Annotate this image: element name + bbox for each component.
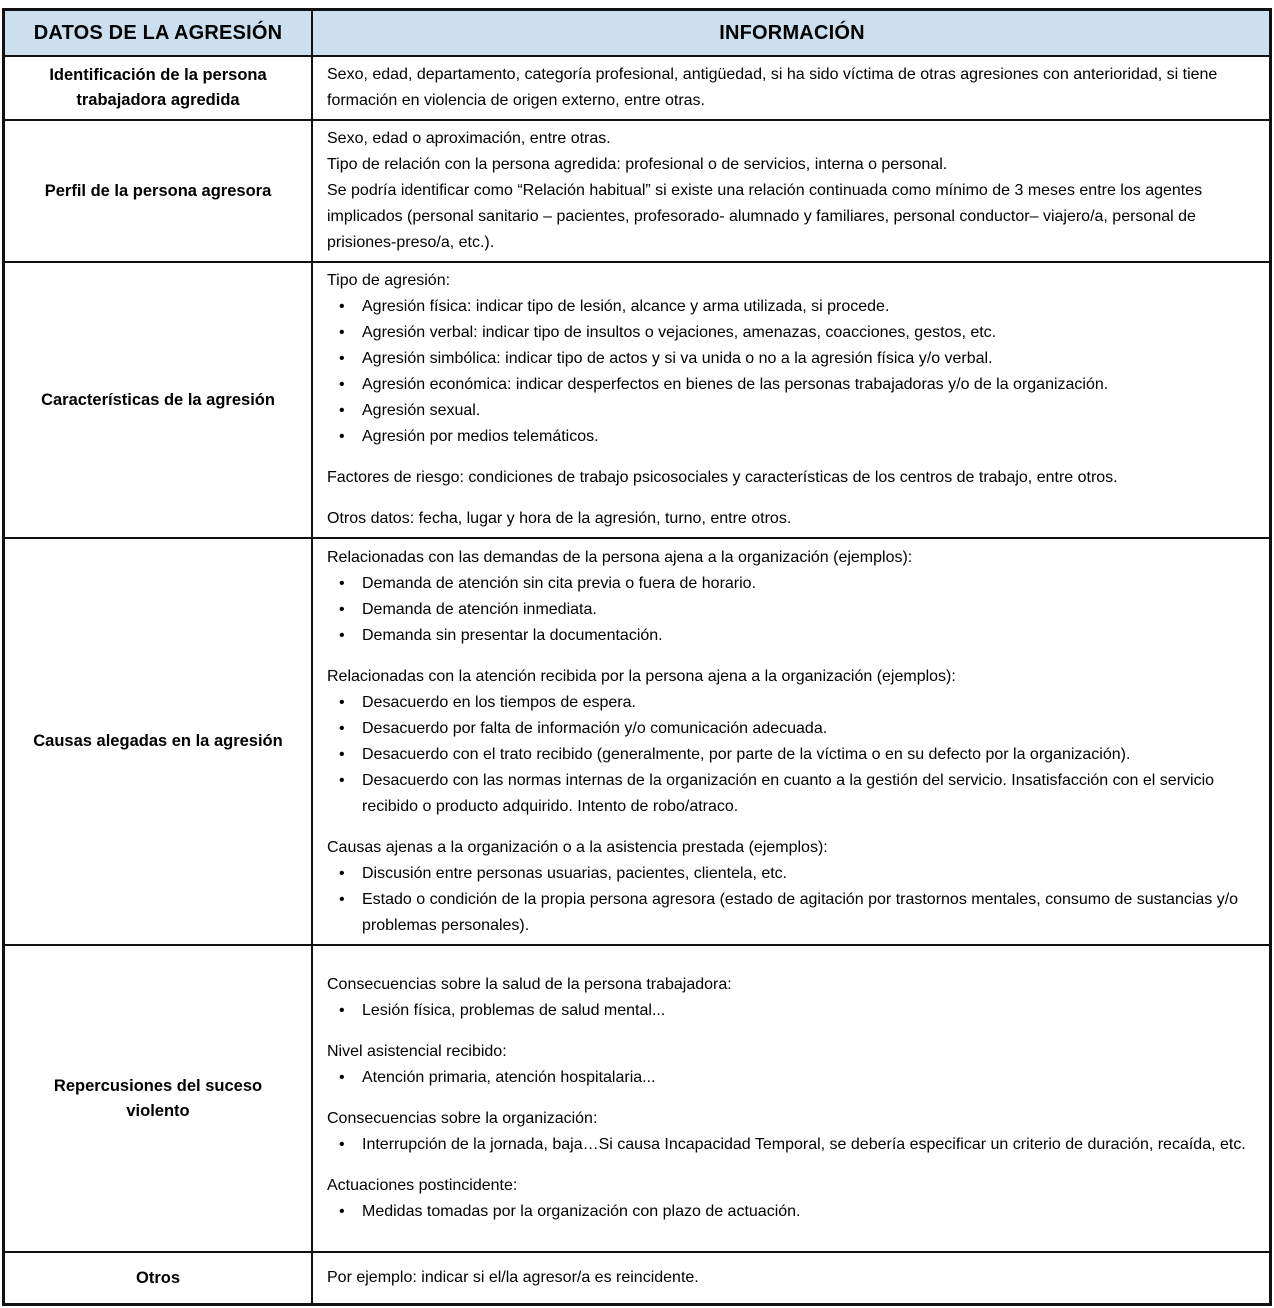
bullet-text: Estado o condición de la propia persona agresora (estado de agitación por trastornos mentales, consumo de sustancias y/o problemas personales).: [362, 890, 1239, 934]
info-bullet: [327, 1132, 1257, 1158]
bullet-text: Lesión física, problemas de salud mental...: [362, 1002, 666, 1019]
row-label: Causas alegadas en la agresión: [5, 539, 313, 944]
bullet-icon: •: [339, 324, 345, 341]
bullet-text: Interrupción de la jornada, baja…Si causa Incapacidad Temporal, se debería especificar un criterio de duración, recaída, etc.: [362, 1136, 1246, 1153]
info-paragraph: Causas ajenas a la organización o a la asistencia prestada (ejemplos):: [327, 838, 828, 856]
info-paragraph: Sexo, edad o aproximación, entre otras.: [327, 130, 611, 147]
bullet-icon: •: [339, 864, 345, 882]
spacer: [327, 649, 1257, 664]
bullet-text: Medidas tomadas por la organización con plazo de actuación.: [362, 1203, 801, 1220]
bullet-text: Desacuerdo con las normas internas de la organización en cuanto a la gestión del servicio. Insatisfacción con el servicio recibido o producto adquirido. Intento de robo/atraco.: [362, 771, 1215, 815]
info-paragraph: Relacionadas con la atención recibida por la persona ajena a la organización (ejemplos):: [327, 667, 956, 685]
table-row: [5, 944, 1269, 1251]
bullet-text: Desacuerdo en los tiempos de espera.: [362, 693, 636, 711]
info-paragraph: Consecuencias sobre la salud de la persona trabajadora:: [327, 976, 732, 993]
bullet-text: Demanda sin presentar la documentación.: [362, 626, 663, 644]
table-row: [5, 1251, 1269, 1303]
row-info: [313, 1253, 1269, 1303]
info-paragraph: Actuaciones postincidente:: [327, 1177, 518, 1194]
bullet-text: Demanda de atención sin cita previa o fuera de horario.: [362, 574, 757, 592]
bullet-icon: •: [339, 428, 345, 445]
info-bullet: [327, 623, 1257, 649]
table-row: [5, 537, 1269, 944]
bullet-text: Agresión verbal: indicar tipo de insultos o vejaciones, amenazas, coacciones, gestos, etc.: [362, 324, 997, 341]
column-header-datos-agresion: DATOS DE LA AGRESIÓN: [5, 11, 313, 55]
info-bullet: [327, 597, 1257, 623]
bullet-icon: •: [339, 719, 345, 737]
info-bullet: [327, 768, 1257, 820]
bullet-text: Agresión económica: indicar desperfectos en bienes de las personas trabajadoras y/o de la organización.: [362, 376, 1109, 393]
spacer: [327, 491, 1257, 506]
aggression-data-table: [2, 8, 1272, 1306]
table-body: [5, 55, 1269, 1303]
bullet-icon: •: [339, 626, 345, 644]
info-bullet: [327, 294, 1257, 320]
info-bullet: [327, 320, 1257, 346]
row-label: Otros: [5, 1253, 313, 1303]
row-info: [313, 263, 1269, 537]
row-label: Características de la agresión: [5, 263, 313, 537]
info-paragraph: Tipo de relación con la persona agredida: profesional o de servicios, interna o personal.: [327, 156, 948, 173]
table-header-row: [5, 11, 1269, 55]
row-info: [313, 946, 1269, 1251]
info-bullet: [327, 998, 1257, 1024]
info-paragraph: Consecuencias sobre la organización:: [327, 1110, 598, 1127]
info-bullet: [327, 372, 1257, 398]
spacer: [327, 1024, 1257, 1039]
bullet-text: Agresión sexual.: [362, 402, 481, 419]
bullet-icon: •: [339, 600, 345, 618]
info-bullet: [327, 346, 1257, 372]
info-bullet: [327, 424, 1257, 450]
bullet-text: Discusión entre personas usuarias, pacientes, clientela, etc.: [362, 864, 788, 882]
row-info: [313, 57, 1269, 119]
info-bullet: [327, 861, 1257, 887]
bullet-icon: •: [339, 745, 345, 763]
bullet-icon: •: [339, 350, 345, 367]
bullet-text: Desacuerdo por falta de información y/o comunicación adecuada.: [362, 719, 828, 737]
bullet-text: Atención primaria, atención hospitalaria...: [362, 1069, 656, 1086]
info-paragraph: Otros datos: fecha, lugar y hora de la agresión, turno, entre otros.: [327, 510, 792, 527]
info-bullet: [327, 571, 1257, 597]
spacer: [327, 450, 1257, 465]
info-paragraph: Relacionadas con las demandas de la persona ajena a la organización (ejemplos):: [327, 548, 913, 566]
spacer: [327, 1158, 1257, 1173]
bullet-icon: •: [339, 298, 345, 315]
bullet-icon: •: [339, 890, 345, 908]
bullet-icon: •: [339, 1002, 345, 1019]
info-paragraph: Se podría identificar como “Relación habitual” si existe una relación continuada como mínimo de 3 meses entre los agentes implicados (personal sanitario – pacientes, profesorado- alumnado y familiares, personal conductor– viajero/a, personal de prisiones-preso/a, etc.).: [327, 182, 1203, 251]
info-paragraph: Tipo de agresión:: [327, 272, 451, 289]
bullet-icon: •: [339, 771, 345, 789]
spacer: [327, 820, 1257, 835]
info-paragraph: Sexo, edad, departamento, categoría profesional, antigüedad, si ha sido víctima de otras agresiones con anterioridad, si tiene formación en violencia de origen externo, entre otras.: [327, 66, 1218, 109]
row-label: Identificación de la persona trabajadora agredida: [5, 57, 313, 119]
table-row: [5, 119, 1269, 261]
bullet-icon: •: [339, 1136, 345, 1153]
bullet-icon: •: [339, 1203, 345, 1220]
bullet-text: Agresión física: indicar tipo de lesión, alcance y arma utilizada, si procede.: [362, 298, 890, 315]
info-bullet: [327, 1065, 1257, 1091]
bullet-icon: •: [339, 376, 345, 393]
bullet-icon: •: [339, 1069, 345, 1086]
bullet-text: Agresión simbólica: indicar tipo de actos y si va unida o no a la agresión física y/o verbal.: [362, 350, 993, 367]
column-header-informacion: INFORMACIÓN: [719, 22, 865, 44]
row-info: [313, 121, 1269, 261]
bullet-icon: •: [339, 693, 345, 711]
info-bullet: [327, 1199, 1257, 1225]
info-paragraph: Nivel asistencial recibido:: [327, 1043, 507, 1060]
row-info: [313, 539, 1269, 944]
info-bullet: [327, 690, 1257, 716]
bullet-icon: •: [339, 574, 345, 592]
table-row: [5, 55, 1269, 119]
spacer: [327, 1091, 1257, 1106]
bullet-text: Agresión por medios telemáticos.: [362, 428, 599, 445]
table-row: [5, 261, 1269, 537]
info-bullet: [327, 716, 1257, 742]
bullet-icon: •: [339, 402, 345, 419]
bullet-text: Desacuerdo con el trato recibido (generalmente, por parte de la víctima o en su defecto por la organización).: [362, 745, 1131, 763]
info-bullet: [327, 742, 1257, 768]
info-paragraph: Por ejemplo: indicar si el/la agresor/a es reincidente.: [327, 1269, 699, 1286]
bullet-text: Demanda de atención inmediata.: [362, 600, 597, 618]
row-label: Perfil de la persona agresora: [5, 121, 313, 261]
info-bullet: [327, 398, 1257, 424]
info-bullet: [327, 887, 1257, 939]
info-paragraph: Factores de riesgo: condiciones de trabajo psicosociales y características de los centros de trabajo, entre otros.: [327, 469, 1118, 486]
row-label: Repercusiones del suceso violento: [5, 946, 313, 1251]
